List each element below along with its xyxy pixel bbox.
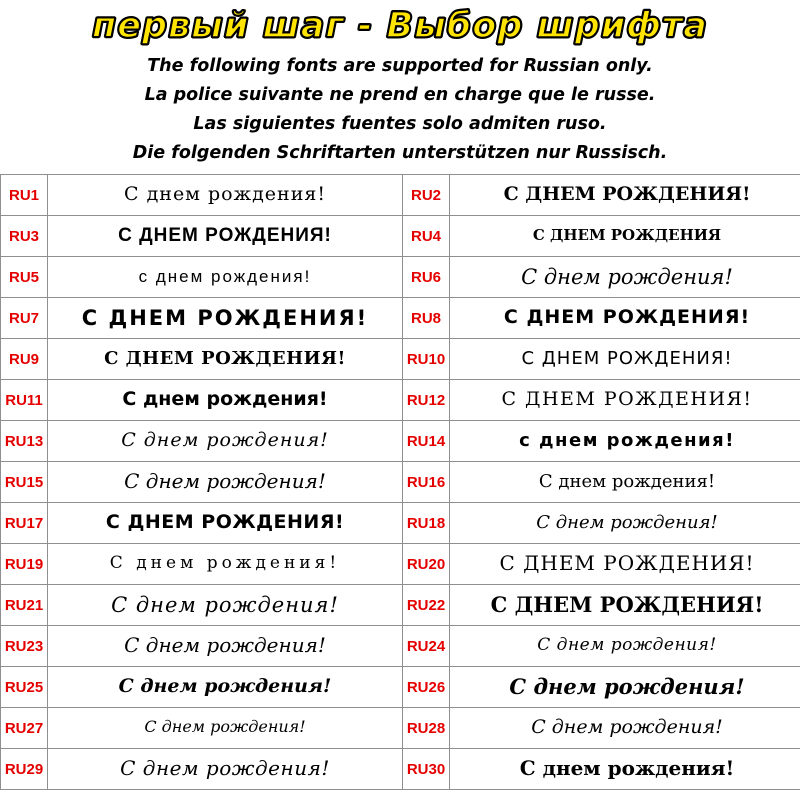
sample-text: С ДНЕМ РОЖДЕНИЯ! (104, 347, 346, 369)
sample-text: С ДНЕМ РОЖДЕНИЯ! (503, 183, 751, 205)
sample-text: С ДНЕМ РОЖДЕНИЯ! (499, 551, 755, 575)
font-code-ru27[interactable]: RU27 (1, 708, 48, 749)
font-code-ru20[interactable]: RU20 (403, 544, 450, 585)
table-row (1, 339, 800, 380)
font-sample-ru28[interactable] (450, 708, 800, 749)
font-code-ru26[interactable]: RU26 (403, 667, 450, 708)
font-sample-ru8[interactable] (450, 298, 800, 339)
sample-text: С ДНЕМ РОЖДЕНИЯ! (105, 511, 345, 533)
sample-text: С днем рождения! (521, 264, 733, 289)
font-code-ru6[interactable]: RU6 (403, 257, 450, 298)
sample-text: С днем рождения! (121, 429, 329, 451)
intro-line-en: The following fonts are supported for Russian only. (147, 56, 653, 76)
font-sample-ru7[interactable] (48, 298, 403, 339)
sample-text: С ДНЕМ РОЖДЕНИЯ! (490, 591, 764, 617)
sample-text: С днем рождения! (144, 717, 306, 736)
table-row (1, 462, 800, 503)
sample-text: С днем рождения! (124, 633, 326, 657)
sample-text: с днем рождения! (519, 429, 735, 451)
font-code-ru3[interactable]: RU3 (1, 216, 48, 257)
font-sample-ru16[interactable] (450, 462, 800, 503)
font-code-ru8[interactable]: RU8 (403, 298, 450, 339)
font-code-ru17[interactable]: RU17 (1, 503, 48, 544)
font-code-ru25[interactable]: RU25 (1, 667, 48, 708)
intro-line-es: Las siguientes fuentes solo admiten ruso. (193, 114, 607, 134)
sample-text: С днем рождения! (537, 635, 717, 655)
sample-text: С днем рождения! (531, 716, 723, 738)
table-row (1, 749, 800, 790)
sample-text: С днем рождения! (120, 756, 330, 780)
table-row (1, 585, 800, 626)
font-sample-ru9[interactable] (48, 339, 403, 380)
font-code-ru30[interactable]: RU30 (403, 749, 450, 790)
sample-text: С днем рождения! (536, 511, 718, 533)
font-sample-ru4[interactable] (450, 216, 800, 257)
font-sample-ru20[interactable] (450, 544, 800, 585)
font-code-ru21[interactable]: RU21 (1, 585, 48, 626)
sample-text: С ДНЕМ РОЖДЕНИЯ! (118, 225, 332, 246)
font-sample-ru15[interactable] (48, 462, 403, 503)
font-code-ru22[interactable]: RU22 (403, 585, 450, 626)
font-sample-ru19[interactable] (48, 544, 403, 585)
font-code-ru10[interactable]: RU10 (403, 339, 450, 380)
font-code-ru14[interactable]: RU14 (403, 421, 450, 462)
table-row (1, 667, 800, 708)
font-code-ru29[interactable]: RU29 (1, 749, 48, 790)
font-code-ru18[interactable]: RU18 (403, 503, 450, 544)
font-code-ru2[interactable]: RU2 (403, 175, 450, 216)
sample-text: С ДНЕМ РОЖДЕНИЯ! (521, 347, 733, 369)
sample-text: С днем рождения! (538, 470, 716, 492)
font-sample-ru3[interactable] (48, 216, 403, 257)
font-sample-ru6[interactable] (450, 257, 800, 298)
font-code-ru24[interactable]: RU24 (403, 626, 450, 667)
sample-text: С днем рождения! (509, 673, 745, 699)
table-row (1, 503, 800, 544)
intro-line-fr: La police suivante ne prend en charge que le russe. (144, 85, 656, 105)
font-code-ru13[interactable]: RU13 (1, 421, 48, 462)
sample-text: с днем рождения! (138, 266, 312, 286)
sample-text: С ДНЕМ РОЖДЕНИЯ! (501, 388, 753, 410)
table-row (1, 421, 800, 462)
font-sample-ru10[interactable] (450, 339, 800, 380)
font-sample-ru26[interactable] (450, 667, 800, 708)
font-code-ru4[interactable]: RU4 (403, 216, 450, 257)
sample-text: С днем рождения! (118, 675, 332, 697)
table-row (1, 380, 800, 421)
font-code-ru28[interactable]: RU28 (403, 708, 450, 749)
sample-text: С днем рождения! (124, 469, 326, 493)
font-code-ru12[interactable]: RU12 (403, 380, 450, 421)
font-code-ru23[interactable]: RU23 (1, 626, 48, 667)
font-sample-ru5[interactable] (48, 257, 403, 298)
font-sample-ru14[interactable] (450, 421, 800, 462)
table-row (1, 175, 800, 216)
font-sample-ru2[interactable] (450, 175, 800, 216)
sample-text: С днем рождения! (519, 756, 735, 780)
sample-text: С днем рождения! (111, 592, 339, 617)
page-title-banner (0, 0, 800, 50)
font-code-ru9[interactable]: RU9 (1, 339, 48, 380)
font-sample-ru25[interactable] (48, 667, 403, 708)
sample-text: С днем рождения! (109, 553, 341, 573)
page-title: первый шаг - Выбор шрифта (92, 6, 708, 46)
font-sample-ru24[interactable] (450, 626, 800, 667)
sample-text: С ДНЕМ РОЖДЕНИЯ! (81, 305, 369, 330)
font-sample-ru27[interactable] (48, 708, 403, 749)
font-code-ru16[interactable]: RU16 (403, 462, 450, 503)
font-code-ru7[interactable]: RU7 (1, 298, 48, 339)
font-sample-ru1[interactable] (48, 175, 403, 216)
table-row (1, 257, 800, 298)
table-row (1, 298, 800, 339)
sample-text: С ДНЕМ РОЖДЕНИЯ (532, 226, 722, 244)
sample-text: С днем рождения! (122, 388, 328, 410)
sample-text: С днем рождения! (124, 183, 326, 205)
font-code-ru15[interactable]: RU15 (1, 462, 48, 503)
font-sample-ru23[interactable] (48, 626, 403, 667)
table-row (1, 708, 800, 749)
font-sample-ru12[interactable] (450, 380, 800, 421)
font-code-ru5[interactable]: RU5 (1, 257, 48, 298)
font-sample-ru22[interactable] (450, 585, 800, 626)
intro-line-de: Die folgenden Schriftarten unterstützen nur Russisch. (132, 143, 668, 163)
table-row (1, 216, 800, 257)
intro-block (0, 50, 800, 174)
font-sample-ru17[interactable] (48, 503, 403, 544)
sample-text: С ДНЕМ РОЖДЕНИЯ! (503, 306, 751, 328)
font-code-ru1[interactable]: RU1 (1, 175, 48, 216)
font-sample-ru13[interactable] (48, 421, 403, 462)
font-sample-ru18[interactable] (450, 503, 800, 544)
table-row (1, 626, 800, 667)
font-sample-ru29[interactable] (48, 749, 403, 790)
font-code-ru11[interactable]: RU11 (1, 380, 48, 421)
font-sample-ru11[interactable] (48, 380, 403, 421)
font-sample-table (0, 174, 800, 790)
font-sample-ru21[interactable] (48, 585, 403, 626)
table-row (1, 544, 800, 585)
font-code-ru19[interactable]: RU19 (1, 544, 48, 585)
font-sample-ru30[interactable] (450, 749, 800, 790)
